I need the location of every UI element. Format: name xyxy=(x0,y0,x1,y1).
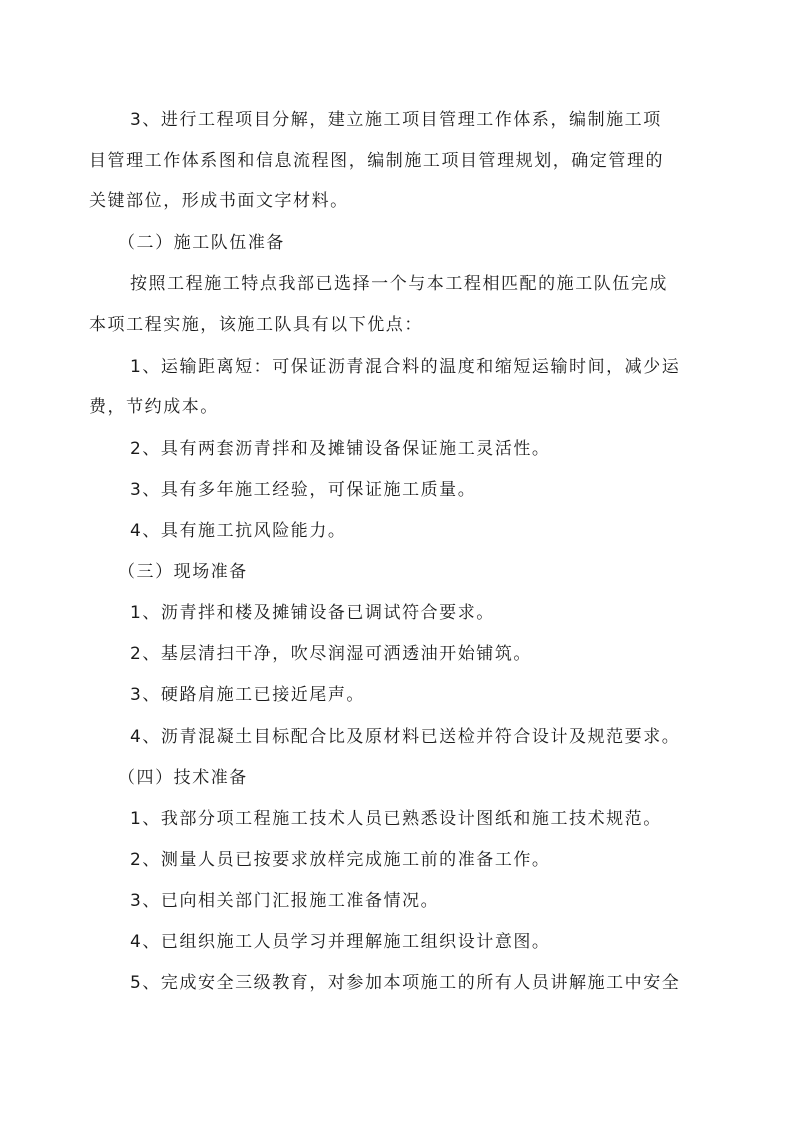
section-heading-team: （二）施工队伍准备 xyxy=(118,233,285,253)
team-item-2: 2、具有两套沥青拌和及摊铺设备保证施工灵活性。 xyxy=(130,439,551,459)
technical-item-4: 4、已组织施工人员学习并理解施工组织设计意图。 xyxy=(130,932,551,952)
team-intro-line-2: 本项工程实施，该施工队具有以下优点： xyxy=(89,315,423,335)
technical-item-5: 5、完成安全三级教育，对参加本项施工的所有人员讲解施工中安全 xyxy=(130,973,681,993)
site-item-4: 4、沥青混凝土目标配合比及原材料已送检并符合设计及规范要求。 xyxy=(130,727,681,747)
site-item-3: 3、硬路肩施工已接近尾声。 xyxy=(130,685,365,705)
paragraph-3-line-2: 目管理工作体系图和信息流程图，编制施工项目管理规划，确定管理的 xyxy=(89,151,665,171)
section-heading-technical: （四）技术准备 xyxy=(118,768,248,788)
team-item-4: 4、具有施工抗风险能力。 xyxy=(130,521,347,541)
paragraph-3-line-1: 3、进行工程项目分解，建立施工项目管理工作体系，编制施工项 xyxy=(130,110,662,130)
team-item-1-line-2: 费，节约成本。 xyxy=(89,397,219,417)
team-intro-line-1: 按照工程施工特点我部已选择一个与本工程相匹配的施工队伍完成 xyxy=(130,274,668,294)
site-item-2: 2、基层清扫干净，吹尽润湿可洒透油开始铺筑。 xyxy=(130,644,532,664)
paragraph-3-line-3: 关键部位，形成书面文字材料。 xyxy=(89,191,349,211)
technical-item-3: 3、已向相关部门汇报施工准备情况。 xyxy=(130,891,440,911)
technical-item-2: 2、测量人员已按要求放样完成施工前的准备工作。 xyxy=(130,850,551,870)
section-heading-site: （三）现场准备 xyxy=(118,562,248,582)
team-item-3: 3、具有多年施工经验，可保证施工质量。 xyxy=(130,480,477,500)
site-item-1: 1、沥青拌和楼及摊铺设备已调试符合要求。 xyxy=(130,603,495,623)
team-item-1-line-1: 1、运输距离短：可保证沥青混合料的温度和缩短运输时间，减少运 xyxy=(130,357,681,377)
technical-item-1: 1、我部分项工程施工技术人员已熟悉设计图纸和施工技术规范。 xyxy=(130,809,662,829)
